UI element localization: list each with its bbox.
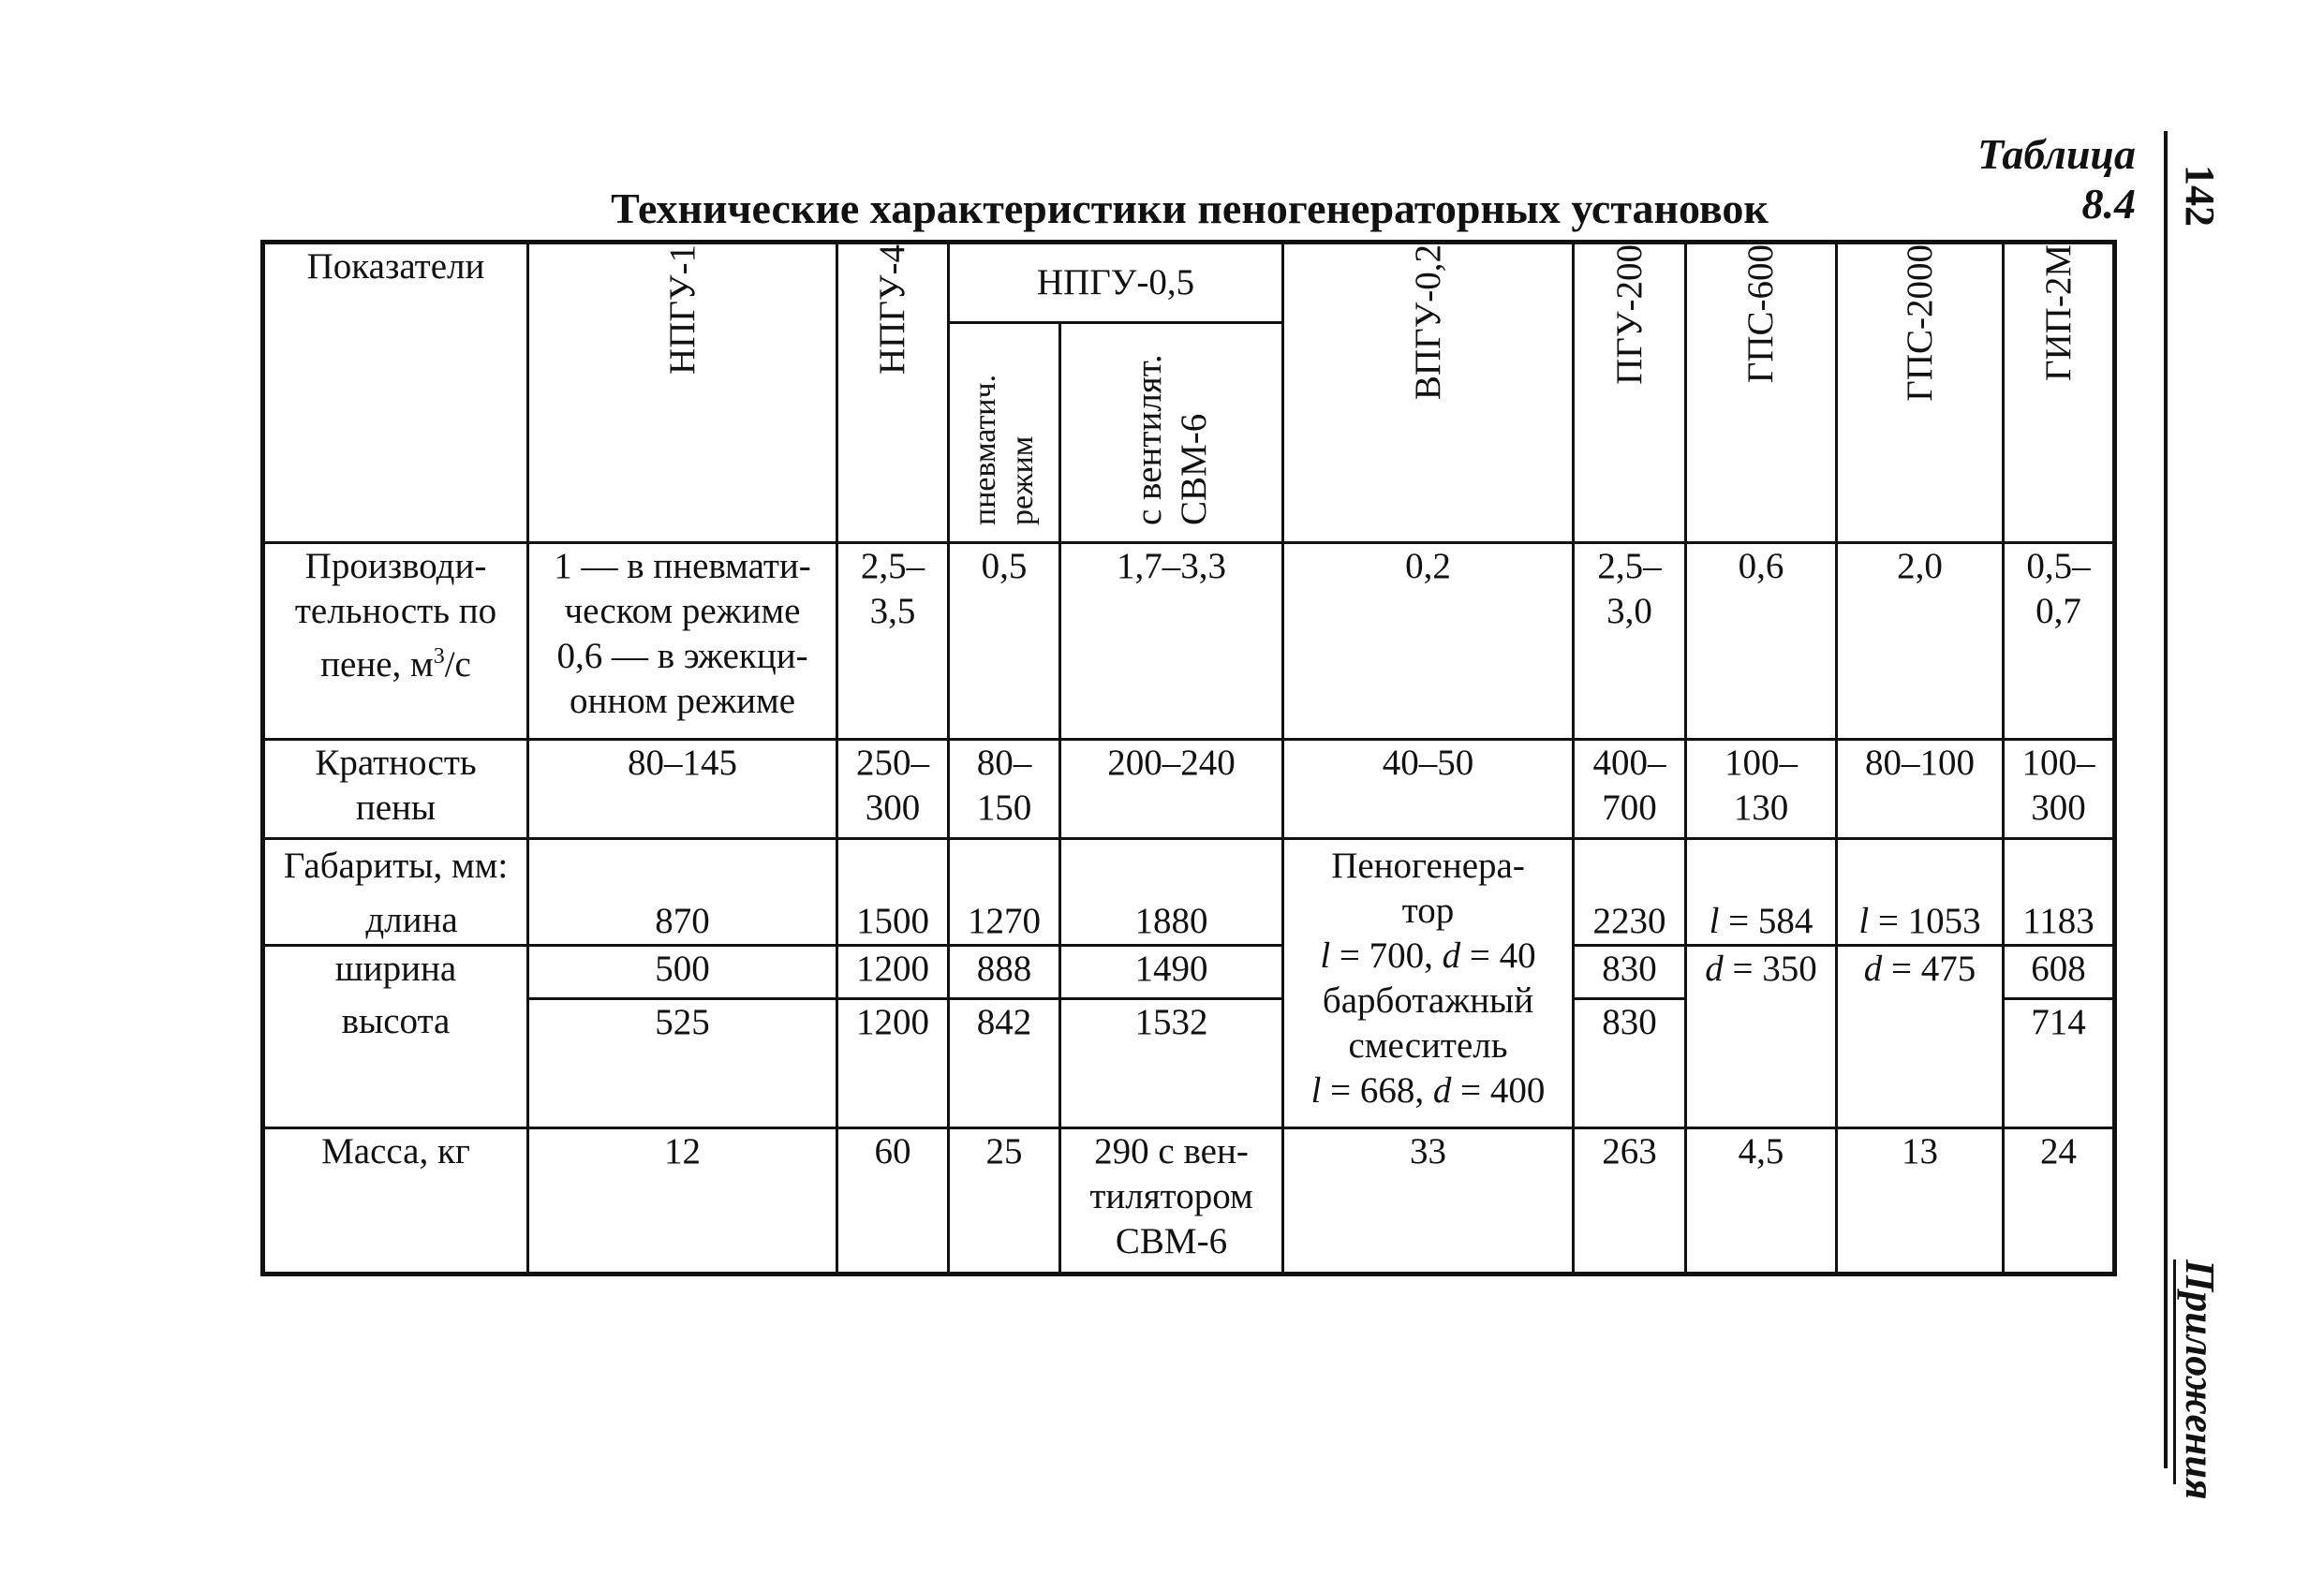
- label-length: длина: [365, 900, 458, 940]
- cell-expansion-gip2m: 100– 300: [2004, 740, 2115, 839]
- cell-productivity-pneumatic: 0,5: [949, 543, 1060, 740]
- col-header-pneumatic: пневматич. режим: [949, 323, 1060, 543]
- header-row-1: [263, 243, 2115, 323]
- cell-productivity-vpgu: 0,2: [1283, 543, 1574, 740]
- row-productivity: [263, 543, 2115, 740]
- cell-width-gps600: d = 350: [1686, 946, 1837, 1128]
- col-header-npgu1: НПГУ-1: [528, 243, 837, 543]
- label-height: высота: [263, 999, 528, 1128]
- label-mass: Масса, кг: [263, 1128, 528, 1274]
- cell-width-pneumatic: 888: [949, 946, 1060, 999]
- cell-length-gip2m: 1183: [2004, 839, 2115, 946]
- cell-length-npgu4: 1500: [837, 839, 949, 946]
- page-number: 142: [2177, 165, 2223, 227]
- cell-expansion-pneumatic: 80– 150: [949, 740, 1060, 839]
- cell-expansion-pgu200: 400– 700: [1574, 740, 1686, 839]
- side-rule: [2164, 131, 2168, 1468]
- cell-productivity-npgu1: 1 — в пневмати- ческом режиме 0,6 — в эжекци- онном режиме: [528, 543, 837, 740]
- cell-mass-npgu4: 60: [837, 1128, 949, 1274]
- cell-mass-gip2m: 24: [2004, 1128, 2115, 1274]
- cell-width-ventilator: 1490: [1060, 946, 1283, 999]
- table-number: Таблица 8.4: [1976, 130, 2136, 228]
- cell-dimensions-vpgu: Пеногенера- тор l = 700, d = 40 барботажный смеситель l = 668, d = 400: [1283, 839, 1574, 1128]
- cell-width-pgu200: 830: [1574, 946, 1686, 999]
- col-header-vpgu: ВПГУ-0,2: [1283, 243, 1574, 543]
- cell-height-ventilator: 1532: [1060, 999, 1283, 1128]
- col-header-gps600: ГПС-600: [1686, 243, 1837, 543]
- cell-length-npgu1: 870: [528, 839, 837, 946]
- col-header-gps2000: ГПС-2000: [1837, 243, 2004, 543]
- row-dimensions-width: [263, 946, 2115, 999]
- label-productivity: Производи- тельность по пене, $м^3/с$: [263, 543, 528, 740]
- label-width: ширина: [263, 946, 528, 999]
- cell-productivity-ventilator: 1,7–3,3: [1060, 543, 1283, 740]
- cell-length-pneumatic: 1270: [949, 839, 1060, 946]
- cell-mass-pgu200: 263: [1574, 1128, 1686, 1274]
- cell-expansion-npgu1: 80–145: [528, 740, 837, 839]
- row-dimensions-length: [263, 839, 2115, 946]
- corner-header: Показатели: [263, 243, 528, 543]
- label-dimensions: Габариты, мм: длина: [263, 839, 528, 946]
- cell-mass-gps600: 4,5: [1686, 1128, 1837, 1274]
- cell-productivity-gps600: 0,6: [1686, 543, 1837, 740]
- cell-expansion-ventilator: 200–240: [1060, 740, 1283, 839]
- table-title: Технические характеристики пеногенераторных установок: [611, 184, 1769, 232]
- cell-expansion-gps600: 100– 130: [1686, 740, 1837, 839]
- cell-productivity-pgu200: 2,5– 3,0: [1574, 543, 1686, 740]
- col-header-ventilator: с вентилят. СВМ-6: [1060, 323, 1283, 543]
- cell-length-gps600: l = 584: [1686, 839, 1837, 946]
- cell-productivity-gip2m: 0,5– 0,7: [2004, 543, 2115, 740]
- cell-length-ventilator: 1880: [1060, 839, 1283, 946]
- cell-height-pneumatic: 842: [949, 999, 1060, 1128]
- col-header-npgu4: НПГУ-4: [837, 243, 949, 543]
- cell-expansion-npgu4: 250– 300: [837, 740, 949, 839]
- cell-width-npgu4: 1200: [837, 946, 949, 999]
- cell-mass-ventilator: 290 с вен- тилятором СВМ-6: [1060, 1128, 1283, 1274]
- label-expansion: Кратность пены: [263, 740, 528, 839]
- section-name: Приложения: [2173, 1260, 2223, 1484]
- cell-expansion-vpgu: 40–50: [1283, 740, 1574, 839]
- row-mass: [263, 1128, 2115, 1274]
- cell-height-npgu1: 525: [528, 999, 837, 1128]
- cell-width-gip2m: 608: [2004, 946, 2115, 999]
- cell-productivity-npgu4: 2,5– 3,5: [837, 543, 949, 740]
- col-header-pgu200: ПГУ-200: [1574, 243, 1686, 543]
- row-expansion: [263, 740, 2115, 839]
- cell-length-gps2000: l = 1053: [1837, 839, 2004, 946]
- cell-width-gps2000: d = 475: [1837, 946, 2004, 1128]
- cell-mass-vpgu: 33: [1283, 1128, 1574, 1274]
- cell-mass-npgu1: 12: [528, 1128, 837, 1274]
- cell-length-pgu200: 2230: [1574, 839, 1686, 946]
- cell-height-npgu4: 1200: [837, 999, 949, 1128]
- cell-height-gip2m: 714: [2004, 999, 2115, 1128]
- col-header-gip2m: ГИП-2М: [2004, 243, 2115, 543]
- cell-height-pgu200: 830: [1574, 999, 1686, 1128]
- group-header-npgu05: НПГУ-0,5: [949, 243, 1283, 323]
- cell-mass-pneumatic: 25: [949, 1128, 1060, 1274]
- cell-expansion-gps2000: 80–100: [1837, 740, 2004, 839]
- cell-width-npgu1: 500: [528, 946, 837, 999]
- spec-table: [260, 240, 2117, 1276]
- cell-productivity-gps2000: 2,0: [1837, 543, 2004, 740]
- cell-mass-gps2000: 13: [1837, 1128, 2004, 1274]
